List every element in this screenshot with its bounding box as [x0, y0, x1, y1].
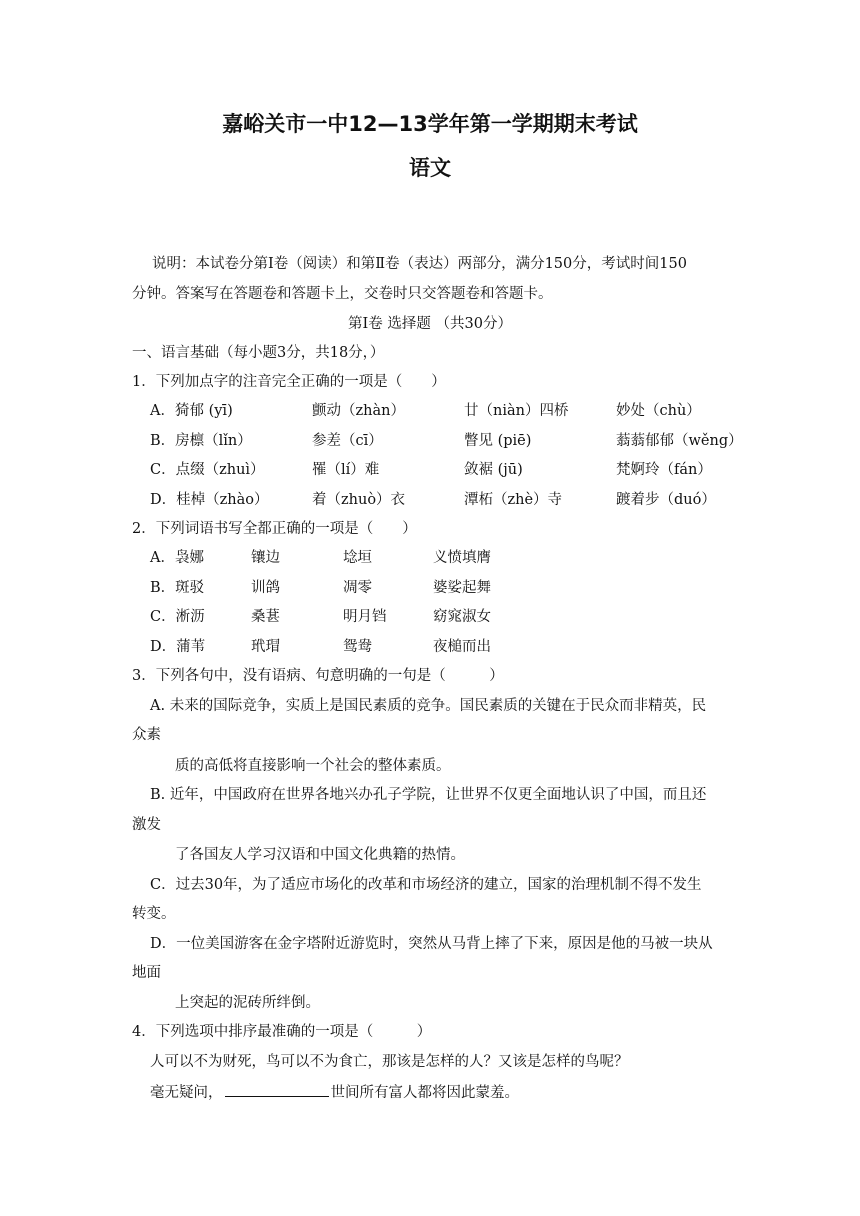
- q1-option-b-2: 参差（cī）: [312, 433, 383, 449]
- q2-option-b-2: 训鸽: [251, 580, 280, 596]
- q1-option-c-3: 敛裾 (jū): [464, 462, 523, 478]
- q2-option-d-4: 夜槌而出: [433, 639, 491, 655]
- q2-option-c-1: C．淅沥: [150, 609, 205, 625]
- q2-option-c-2: 桑葚: [251, 609, 280, 625]
- q4-passage-line-2-end: 世间所有富人都将因此蒙羞。: [330, 1085, 519, 1101]
- q3-option-b-line-3: 了各国友人学习汉语和中国文化典籍的热情。: [175, 847, 465, 863]
- q1-option-c-4: 梵婀玲（fán）: [616, 462, 712, 478]
- q3-option-c-line-1: C．过去30年，为了适应市场化的改革和市场经济的建立，国家的治理机制不得不发生: [150, 877, 702, 893]
- q1-option-b-3: 瞥见 (piē): [464, 433, 532, 449]
- question-4-stem: 4．下列选项中排序最准确的一项是（ ）: [132, 1024, 432, 1040]
- q1-option-b-4: 蓊蓊郁郁（wěng）: [616, 433, 743, 449]
- q1-option-c-1: C．点缀（zhuì）: [150, 462, 265, 478]
- q3-option-d-line-1: D．一位美国游客在金字塔附近游览时，突然从马背上摔了下来，原因是他的马被一块从: [150, 936, 713, 952]
- q1-option-a-4: 妙处（chù）: [616, 403, 701, 419]
- q2-option-b-3: 凋零: [343, 580, 372, 596]
- q1-option-a-2: 颤动（zhàn）: [312, 403, 405, 419]
- q3-option-a-line-2: 众素: [132, 727, 161, 743]
- q1-option-d-1: D．桂棹（zhào）: [150, 492, 269, 508]
- q2-option-a-3: 埝垣: [343, 550, 372, 566]
- instructions-line-2: 分钟。答案写在答题卷和答题卡上，交卷时只交答题卷和答题卡。: [132, 286, 553, 302]
- q4-passage-line-2-start: 毫无疑问，: [150, 1085, 223, 1101]
- q2-option-d-1: D．蒲苇: [150, 639, 206, 655]
- q1-option-d-2: 着（zhuò）衣: [312, 492, 406, 508]
- exam-title: 嘉峪关市一中12—13学年第一学期期末考试: [222, 112, 638, 136]
- q1-option-d-3: 潭柘（zhè）寺: [464, 492, 563, 508]
- question-2-stem: 2．下列词语书写全都正确的一项是（ ）: [132, 521, 417, 537]
- q2-option-a-1: A．袅娜: [150, 550, 204, 566]
- q3-option-b-line-2: 激发: [132, 817, 161, 833]
- q2-option-d-3: 鸳鸯: [343, 639, 372, 655]
- q2-option-c-3: 明月铛: [343, 609, 387, 625]
- q1-option-c-2: 罹（lí）难: [312, 462, 380, 478]
- q2-option-b-1: B．斑驳: [150, 580, 205, 596]
- q1-option-a-3: 廿（niàn）四桥: [464, 403, 569, 419]
- q4-passage-line-1: 人可以不为财死，鸟可以不为食亡，那该是怎样的人？又该是怎样的鸟呢？: [150, 1054, 629, 1070]
- q3-option-d-line-3: 上突起的泥砖所绊倒。: [175, 995, 320, 1011]
- question-3-stem: 3．下列各句中，没有语病、句意明确的一句是（ ）: [132, 668, 504, 684]
- section-heading: 第Ⅰ卷 选择题 （共30分）: [348, 316, 512, 332]
- q2-option-d-2: 玳瑁: [251, 639, 280, 655]
- exam-subject: 语文: [409, 156, 451, 180]
- part-heading: 一、语言基础（每小题3分，共18分，）: [132, 345, 385, 361]
- q1-option-b-1: B．房檩（lǐn）: [150, 433, 252, 449]
- q2-option-a-4: 义愤填膺: [433, 550, 491, 566]
- q1-option-a-1: A．猗郁 (yī): [150, 403, 233, 419]
- instructions-line-1: 说明：本试卷分第Ⅰ卷（阅读）和第Ⅱ卷（表达）两部分，满分150分，考试时间150: [152, 256, 687, 272]
- answer-blank: [225, 1082, 329, 1097]
- q2-option-a-2: 镶边: [251, 550, 280, 566]
- q2-option-b-4: 婆娑起舞: [433, 580, 491, 596]
- q3-option-a-line-3: 质的高低将直接影响一个社会的整体素质。: [175, 758, 451, 774]
- q3-option-c-line-2: 转变。: [132, 906, 176, 922]
- q2-option-c-4: 窈窕淑女: [433, 609, 491, 625]
- q3-option-d-line-2: 地面: [132, 965, 161, 981]
- question-1-stem: 1．下列加点字的注音完全正确的一项是（ ）: [132, 374, 446, 390]
- q3-option-b-line-1: B. 近年，中国政府在世界各地兴办孔子学院，让世界不仅更全面地认识了中国，而且还: [150, 787, 707, 803]
- q1-option-d-4: 踱着步（duó）: [616, 492, 716, 508]
- q4-passage-line-2: [150, 1082, 519, 1103]
- q3-option-a-line-1: A. 未来的国际竞争，实质上是国民素质的竞争。国民素质的关键在于民众而非精英，民: [150, 698, 707, 714]
